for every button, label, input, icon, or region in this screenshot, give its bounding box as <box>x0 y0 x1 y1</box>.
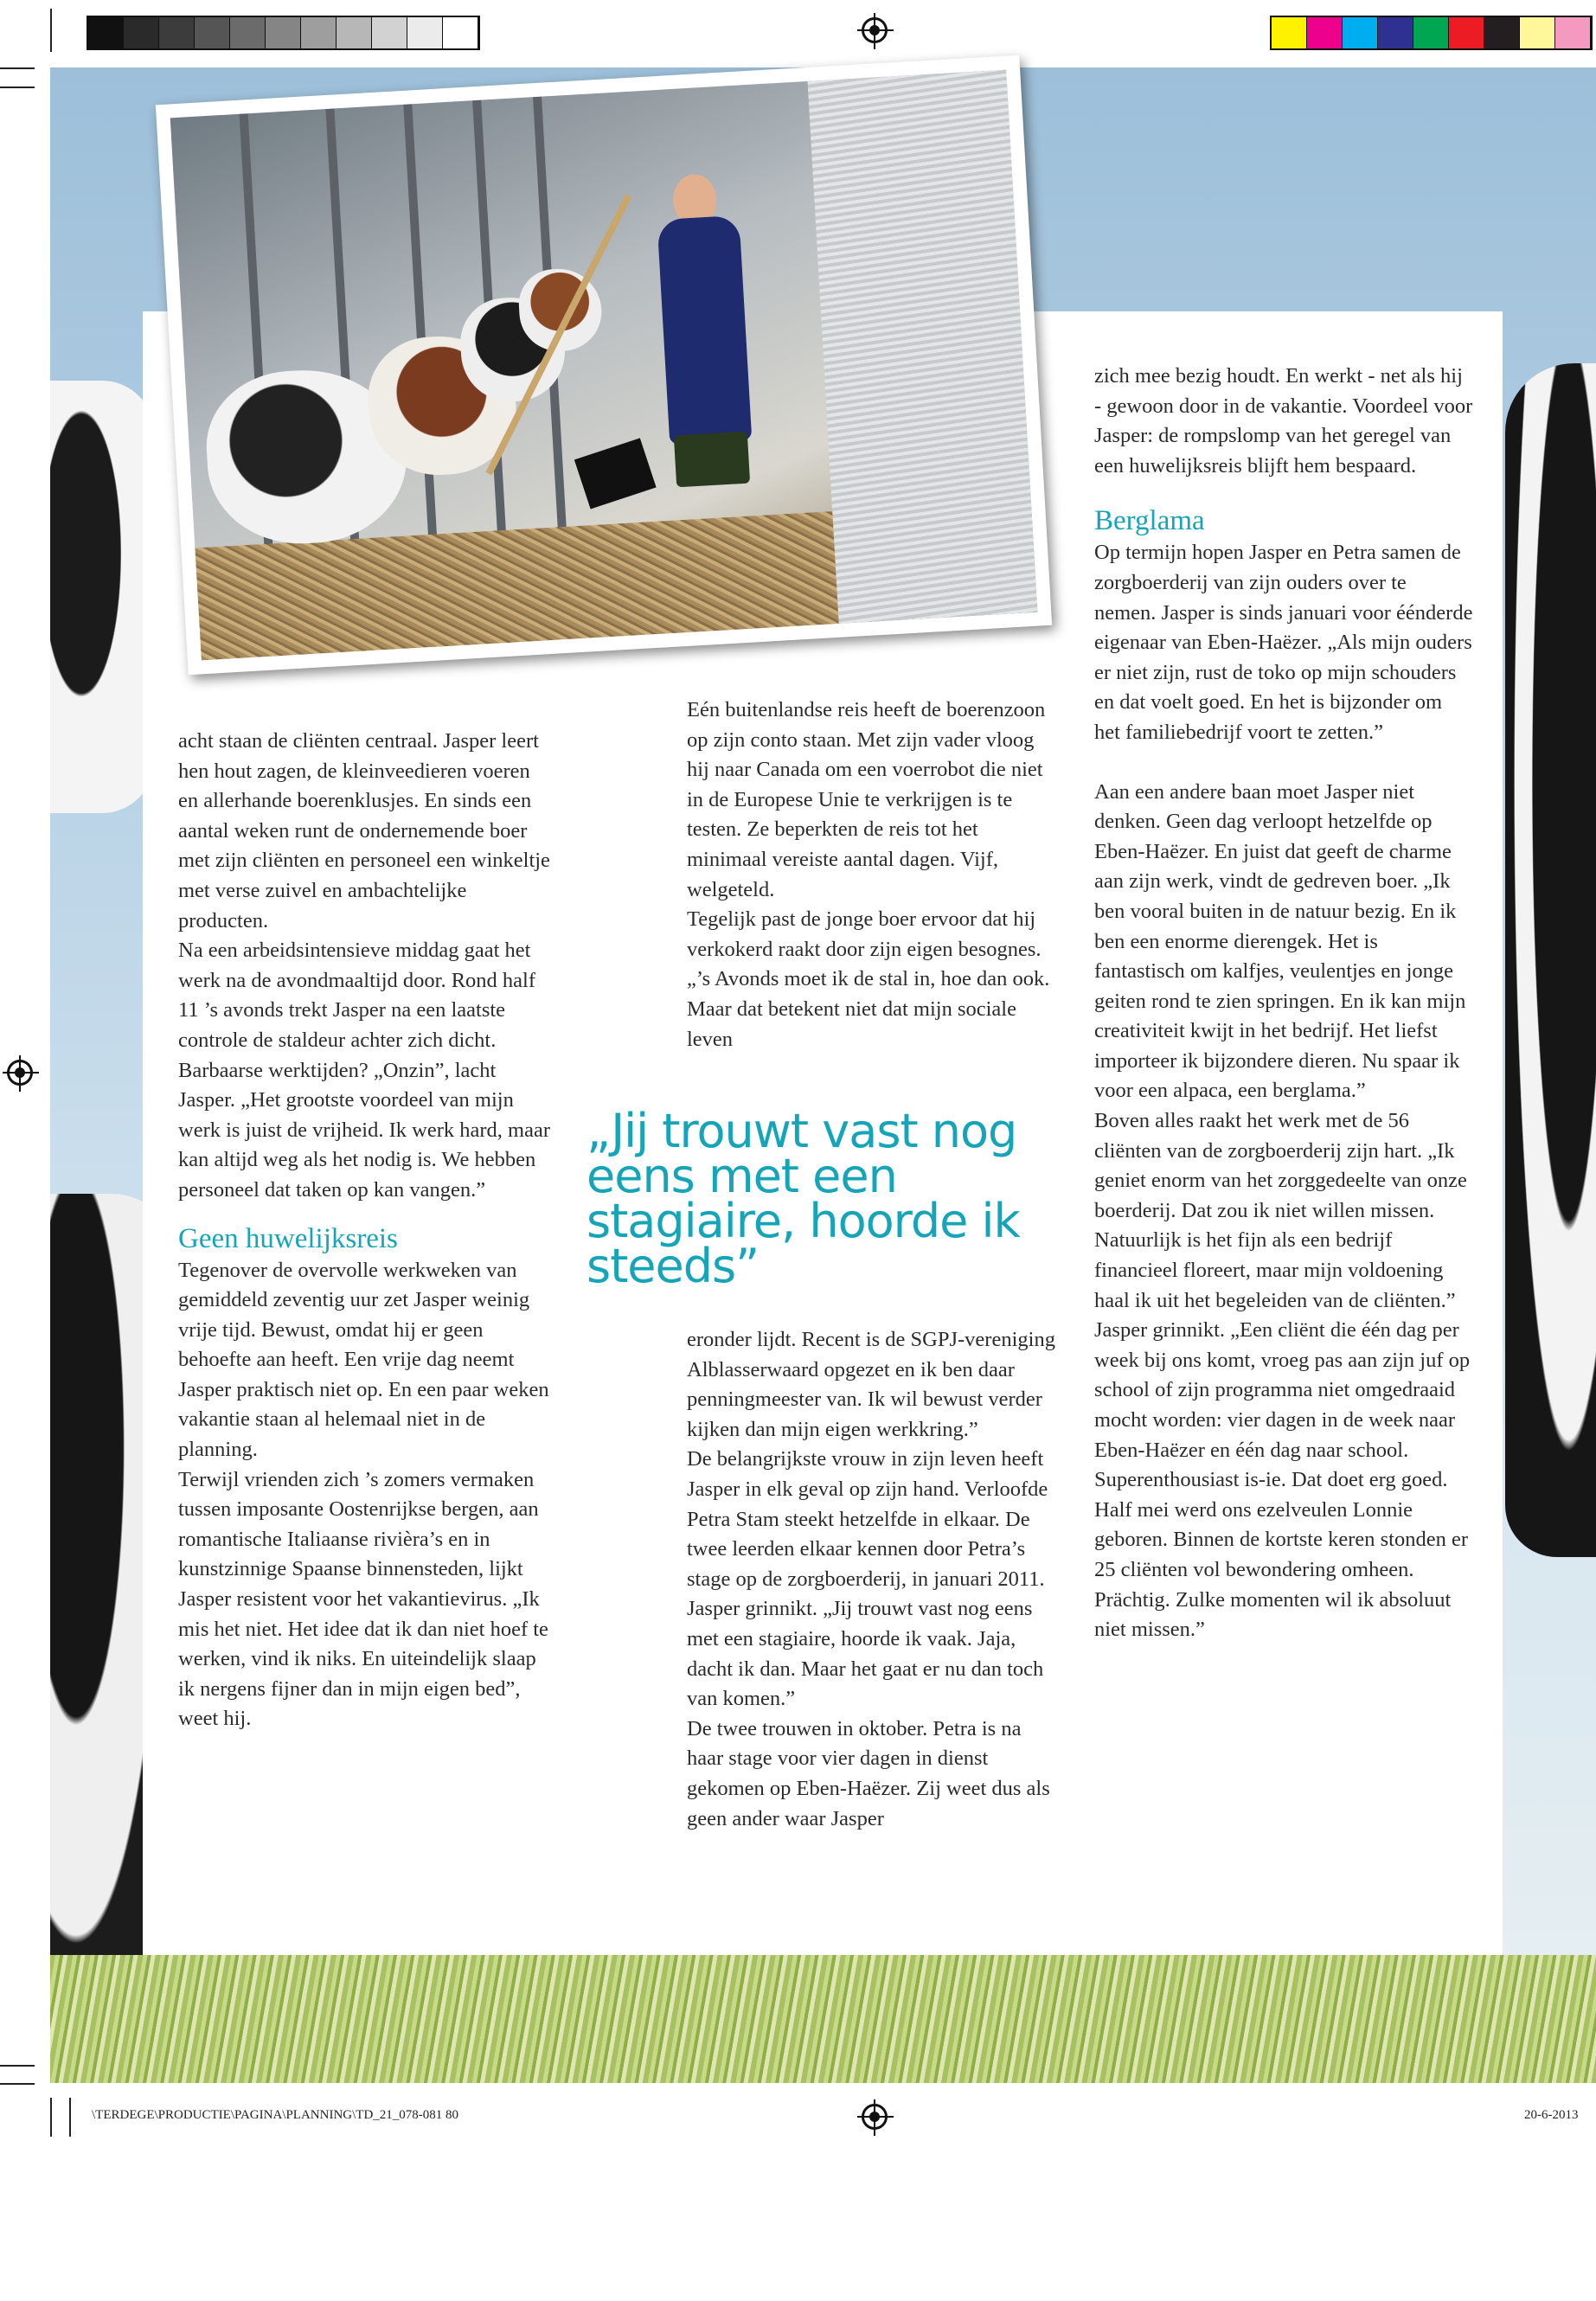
grey-swatch <box>195 17 230 48</box>
cow-left-upper <box>50 381 154 813</box>
color-swatch <box>1484 17 1520 48</box>
paragraph: Jasper grinnikt. „Een cliënt die één dag per week bij ons komt, vroeg pas aan zijn juf op school of zijn programma niet omgedraaid mocht worden: vier dagen in de week naar Eben-Haëzer en één dag naar school. Superenthousiast is-ie. Dat doet erg goed. Half mei werd ons ezelveulen Lonnie geboren. Binnen de kortste keren stonden er 25 cliënten vol bewondering omheen. Prächtig. Zulke momenten wil ik absoluut niet missen.” <box>1094 1318 1471 1642</box>
crop-mark <box>0 67 35 69</box>
paragraph: acht staan de cliënten centraal. Jasper leert hen hout zagen, de kleinveedieren voeren en allerhande boerenklusjes. En sinds een aantal weken runt de ondernemende boer met zijn cliënten en personeel een winkeltje met verse zuivel en ambachtelijke producten. <box>178 729 550 933</box>
column-left <box>178 727 552 1734</box>
color-swatch <box>1555 17 1591 48</box>
color-swatch <box>1378 17 1413 48</box>
paragraph: Aan een andere baan moet Jasper niet denken. Geen dag verloopt hetzelfde op Eben-Haëzer. En juist dat geeft de charme aan zijn werk, vindt de gedreven boer. „Ik ben vooral buiten in de natuur bezig. En ik ben een enorme dierengek. Het is fantastisch om kalfjes, veulentjes en jonge geiten rond te zien springen. En ik kan mijn creativiteit kwijt in het bedrijf. Het liefst importeer ik bijzondere dieren. Nu spaar ik voor een alpaca, een berglama.” <box>1094 779 1466 1103</box>
footer-file-path: \TERDEGE\PRODUCTIE\PAGINA\PLANNING\TD_21_078-081 80 <box>92 2108 459 2122</box>
color-swatch <box>1449 17 1484 48</box>
grass-strip <box>50 1955 1596 2083</box>
grey-calibration-bar <box>87 16 480 50</box>
column-middle-top <box>687 695 1061 1054</box>
grey-swatch <box>88 17 124 48</box>
color-calibration-bar <box>1270 16 1593 50</box>
footer-date: 20-6-2013 <box>1524 2108 1579 2122</box>
paragraph: De twee trouwen in oktober. Petra is na haar stage voor vier dagen in dienst gekomen op Eben-Haëzer. Zij weet dus als geen ander waar Jasper <box>687 1716 1050 1830</box>
paragraph: Op termijn hopen Jasper en Petra samen de zorgboerderij van zijn ouders over te nemen. Jasper is sinds januari voor éénderde eigenaar van Eben-Haëzer. „Als mijn ouders er niet zijn, rust de toko op mijn schouders en dat voelt goed. En het is bijzonder om het familiebedrijf voort te zetten.” <box>1094 541 1473 744</box>
grey-swatch <box>230 17 266 48</box>
grey-swatch <box>407 17 443 48</box>
paragraph: Terwijl vrienden zich ’s zomers vermaken tussen imposante Oostenrijkse bergen, aan romantische Italiaanse rivièra’s en in kunstzinnige Spaanse binnensteden, lijkt Jasper resistent voor het vakantievirus. „Ik mis het niet. Het idee dat ik dan niet hoef te werken, vind ik niks. En uiteindelijk slaap ik nergens fijner dan in mijn eigen bed”, weet hij. <box>178 1467 548 1731</box>
color-swatch <box>1343 17 1378 48</box>
grey-swatch <box>124 17 159 48</box>
grey-swatch <box>372 17 407 48</box>
grey-swatch <box>301 17 337 48</box>
crop-mark <box>0 2083 35 2085</box>
paragraph: Tegenover de overvolle werkweken van gemiddeld zeventig uur zet Jasper weinig vrije tijd. Bewust, omdat hij er geen behoefte aan heeft. Een vrije dag neemt Jasper praktisch niet op. En een paar weken vakantie staan al helemaal niet in de planning. <box>178 1258 549 1462</box>
subheading-geen-huwelijksreis: Geen huwelijksreis <box>178 1222 398 1254</box>
paragraph: Boven alles raakt het werk met de 56 cliënten van de zorgboerderij zijn hart. „Ik geniet enorm van het zorggedeelte van onze boerderij. Dat zou ik niet willen missen. Natuurlijk is het fijn als een bedrijf financieel floreert, maar mijn voldoening haal ik uit het begeleiden van de cliënten.” <box>1094 1109 1467 1312</box>
column-middle-bottom <box>687 1325 1061 1834</box>
crop-mark <box>50 9 52 52</box>
subheading-berglama: Berglama <box>1094 505 1205 537</box>
grey-swatch <box>443 17 478 48</box>
column-right <box>1094 362 1473 1645</box>
color-swatch <box>1272 17 1307 48</box>
registration-mark-icon <box>862 2104 888 2130</box>
color-swatch <box>1520 17 1555 48</box>
crop-mark <box>69 2098 71 2137</box>
cow-right <box>1505 363 1596 1557</box>
registration-mark-icon <box>862 17 888 43</box>
grey-swatch <box>266 17 301 48</box>
color-swatch <box>1307 17 1343 48</box>
paragraph: De belangrijkste vrouw in zijn leven heeft Jasper in elk geval op zijn hand. Verloofde Petra Stam steekt hetzelfde in elkaar. De twee leerden elkaar kennen door Petra’s stage op de zorgboerderij, in januari 2011. Jasper grinnikt. „Jij trouwt vast nog eens met een stagiaire, hoorde ik vaak. Jaja, dacht ik dan. Maar het gaat er nu dan toch van komen.” <box>687 1447 1048 1711</box>
paragraph: Tegelijk past de jonge boer ervoor dat hij verkokerd raakt door zijn eigen besognes. „’s Avonds moet ik de stal in, hoe dan ook. Maar dat betekent niet dat mijn sociale leven <box>687 907 1050 1051</box>
paragraph: Eén buitenlandse reis heeft de boerenzoon op zijn conto staan. Met zijn vader vloog hij naar Canada om een voerrobot die niet in de Europese Unie te verkrijgen is te testen. Ze beperkten de reis tot het minimaal vereiste aantal dagen. Vijf, welgeteld. <box>687 698 1046 901</box>
pull-quote: „Jij trouwt vast nog eens met een stagiaire, hoorde ik steeds” <box>586 1104 1020 1293</box>
crop-mark <box>50 2098 52 2137</box>
grey-swatch <box>159 17 195 48</box>
paragraph: zich mee bezig houdt. En werkt - net als hij - gewoon door in de vakantie. Voordeel voor Jasper: de rompslomp van het geregel van een huwelijksreis blijft hem bespaard. <box>1094 364 1473 478</box>
color-swatch <box>1413 17 1449 48</box>
grey-swatch <box>337 17 372 48</box>
paragraph: Na een arbeidsintensieve middag gaat het werk na de avondmaaltijd door. Rond half 11 ’s avonds trekt Jasper na een laatste controle de staldeur achter zich dicht. Barbaarse werktijden? „Onzin”, lacht Jasper. „Het grootste voordeel van mijn werk is juist de vrijheid. Ik werk hard, maar kan altijd weg als het nodig is. We hebben personeel dat taken op kan vangen.” <box>178 939 550 1202</box>
crop-mark <box>0 87 35 88</box>
barn-photo <box>156 55 1052 675</box>
crop-mark <box>0 2065 35 2067</box>
paragraph: eronder lijdt. Recent is de SGPJ-vereniging Alblasserwaard opgezet en ik ben daar penningmeester van. Ik wil bewust verder kijken dan mijn eigen werkkring.” <box>687 1328 1055 1441</box>
registration-mark-icon <box>7 1060 33 1086</box>
